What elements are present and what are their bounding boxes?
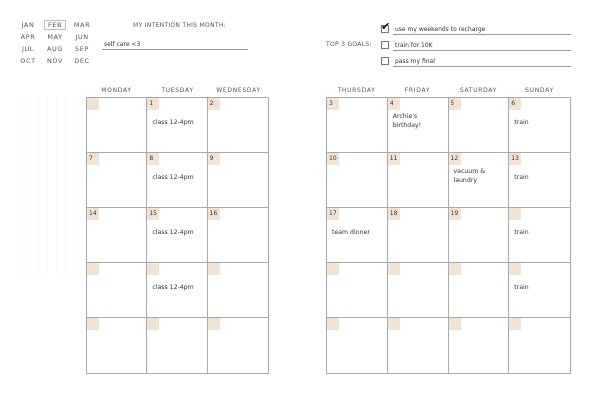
calendar-day-cell[interactable]	[388, 208, 449, 263]
calendar-day-cell[interactable]	[509, 98, 570, 153]
date-number: 9	[208, 153, 220, 165]
calendar-day-cell[interactable]	[509, 263, 570, 318]
month-aug[interactable]: AUG	[46, 45, 64, 53]
date-number: 6	[509, 98, 521, 110]
calendar-day-cell[interactable]	[509, 208, 570, 263]
day-header-sunday: SUNDAY	[525, 87, 554, 94]
calendar-left-page	[86, 97, 269, 374]
goal-text[interactable]: use my weekends to recharge	[393, 25, 571, 35]
calendar-day-cell[interactable]	[449, 263, 510, 318]
month-selector	[17, 20, 93, 66]
date-number	[388, 318, 400, 330]
calendar-day-cell[interactable]	[327, 208, 388, 263]
goal-checkbox[interactable]	[381, 41, 389, 49]
calendar-day-cell[interactable]	[87, 318, 147, 373]
date-number: 16	[208, 208, 220, 220]
date-number: 11	[388, 153, 400, 165]
calendar-day-cell[interactable]	[327, 98, 388, 153]
calendar-day-cell[interactable]	[208, 98, 268, 153]
date-number	[87, 318, 99, 330]
date-number: 13	[509, 153, 521, 165]
calendar-day-cell[interactable]	[87, 153, 147, 208]
event-note: class 12-4pm	[152, 174, 194, 181]
date-number	[509, 318, 521, 330]
calendar-day-cell[interactable]	[147, 318, 207, 373]
date-number	[509, 208, 521, 220]
calendar-day-cell[interactable]	[327, 263, 388, 318]
date-number	[509, 263, 521, 275]
event-note: train	[514, 284, 529, 291]
month-apr[interactable]: APR	[20, 33, 36, 41]
date-number	[327, 263, 339, 275]
month-nov[interactable]: NOV	[46, 57, 64, 65]
month-jun[interactable]: JUN	[75, 33, 89, 41]
intention-input[interactable]: self care <3	[102, 40, 248, 50]
date-number: 10	[327, 153, 339, 165]
date-number: 15	[147, 208, 159, 220]
calendar-day-cell[interactable]	[509, 153, 570, 208]
date-number	[449, 318, 461, 330]
calendar-day-cell[interactable]	[208, 208, 268, 263]
month-jul[interactable]: JUL	[21, 45, 35, 53]
month-sep[interactable]: SEP	[75, 45, 89, 53]
goal-text[interactable]: pass my final	[393, 57, 571, 67]
date-number: 1	[147, 98, 159, 110]
date-number: 14	[87, 208, 99, 220]
day-header-tuesday: TUESDAY	[161, 87, 194, 94]
date-number	[87, 263, 99, 275]
date-number	[208, 318, 220, 330]
event-note: vacuum & laundry	[453, 168, 486, 184]
goal-item	[381, 20, 571, 35]
date-number	[449, 263, 461, 275]
date-number: 2	[208, 98, 220, 110]
goal-checkbox[interactable]	[381, 57, 389, 65]
goals-label: TOP 3 GOALS:	[326, 41, 372, 48]
event-note: train	[514, 229, 529, 236]
goal-text[interactable]: train for 10K	[393, 41, 571, 51]
event-note: Archie's birthday!	[392, 113, 422, 129]
calendar-day-cell[interactable]	[147, 263, 207, 318]
month-mar[interactable]: MAR	[73, 21, 91, 29]
month-jan[interactable]: JAN	[21, 21, 35, 29]
intention-label: MY INTENTION THIS MONTH:	[133, 22, 226, 29]
calendar-right-page	[326, 97, 571, 374]
calendar-day-cell[interactable]	[87, 263, 147, 318]
goal-item	[381, 57, 571, 67]
calendar-day-cell[interactable]	[388, 153, 449, 208]
date-number: 5	[449, 98, 461, 110]
day-header-wednesday: WEDNESDAY	[216, 87, 261, 94]
calendar-day-cell[interactable]	[87, 208, 147, 263]
calendar-day-cell[interactable]	[449, 153, 510, 208]
event-note: class 12-4pm	[152, 284, 194, 291]
calendar-day-cell[interactable]	[208, 153, 268, 208]
date-number: 7	[87, 153, 99, 165]
dot-grid-notes	[16, 97, 80, 277]
calendar-day-cell[interactable]	[208, 318, 268, 373]
calendar-day-cell[interactable]	[327, 318, 388, 373]
date-number	[147, 263, 159, 275]
date-number	[327, 318, 339, 330]
date-number: 12	[449, 153, 461, 165]
calendar-day-cell[interactable]	[449, 98, 510, 153]
day-header-monday: MONDAY	[101, 87, 132, 94]
month-oct[interactable]: OCT	[20, 57, 36, 65]
event-note: class 12-4pm	[152, 119, 194, 126]
calendar-day-cell[interactable]	[147, 98, 207, 153]
date-number: 4	[388, 98, 400, 110]
event-note: train	[514, 119, 529, 126]
date-number: 17	[327, 208, 339, 220]
day-header-saturday: SATURDAY	[459, 87, 498, 94]
date-number: 3	[327, 98, 339, 110]
date-number	[87, 98, 99, 110]
calendar-day-cell[interactable]	[147, 208, 207, 263]
calendar-day-cell[interactable]	[388, 318, 449, 373]
month-feb[interactable]: FEB	[44, 20, 66, 30]
date-number	[147, 318, 159, 330]
event-note: train	[514, 174, 529, 181]
date-number: 18	[388, 208, 400, 220]
calendar-day-cell[interactable]	[449, 318, 510, 373]
calendar-day-cell[interactable]	[388, 98, 449, 153]
calendar-day-cell[interactable]	[388, 263, 449, 318]
calendar-day-cell[interactable]	[87, 98, 147, 153]
calendar-day-cell[interactable]	[327, 153, 388, 208]
calendar-day-cell[interactable]	[147, 153, 207, 208]
calendar-day-cell[interactable]	[449, 208, 510, 263]
date-number	[208, 263, 220, 275]
day-header-friday: FRIDAY	[404, 87, 431, 94]
month-may[interactable]: MAY	[47, 33, 63, 41]
month-dec[interactable]: DEC	[74, 57, 90, 65]
date-number: 8	[147, 153, 159, 165]
event-note: class 12-4pm	[152, 229, 194, 236]
date-number: 19	[449, 208, 461, 220]
calendar-day-cell[interactable]	[208, 263, 268, 318]
goal-item	[381, 41, 571, 51]
day-header-thursday: THURSDAY	[337, 87, 376, 94]
event-note: team dinner	[332, 229, 370, 236]
checkmark-icon: ✔	[381, 20, 391, 33]
calendar-day-cell[interactable]	[509, 318, 570, 373]
date-number	[388, 263, 400, 275]
